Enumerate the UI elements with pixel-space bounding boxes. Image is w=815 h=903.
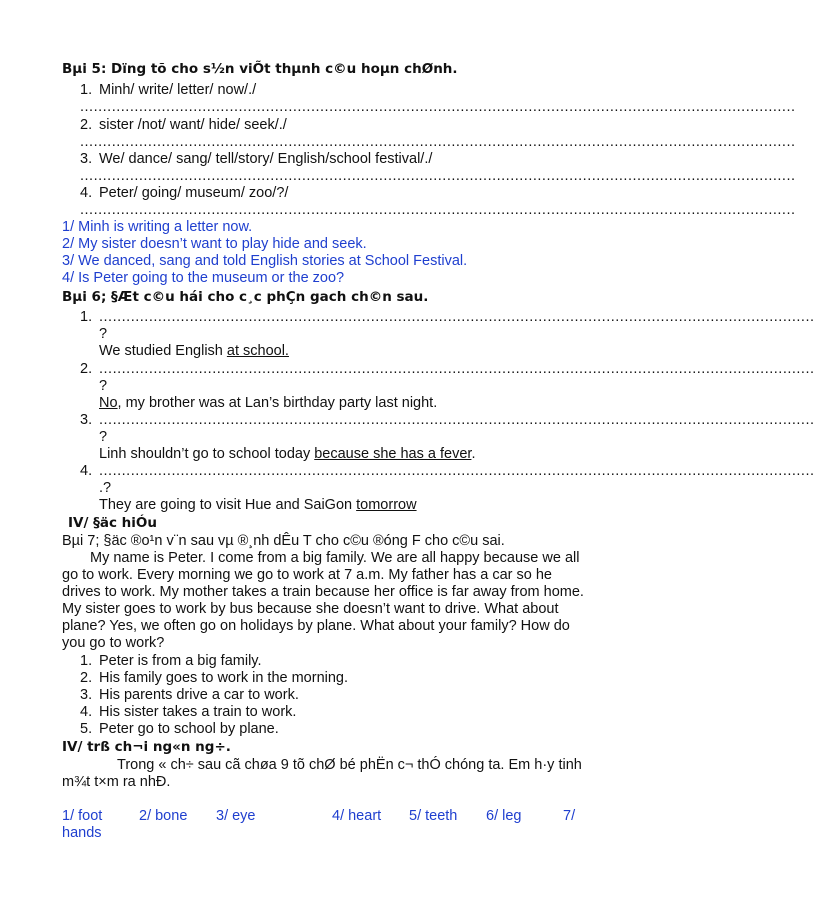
list-item-number: 5. xyxy=(80,721,93,737)
list-item: No, my brother was at Lan’s birthday party last night. xyxy=(99,395,438,411)
list-item: They are going to visit Hue and SaiGon tomorrow xyxy=(99,497,417,513)
answer-text: 3/ eye xyxy=(216,808,256,824)
list-item-number: 1. xyxy=(80,309,93,325)
list-item-number: 2. xyxy=(80,670,93,686)
answer-text: 2/ bone xyxy=(139,808,188,824)
list-item-number: 3. xyxy=(80,412,93,428)
answer-line: .............................................................................................................................................................. xyxy=(99,463,815,479)
answer-line: .............................................................................................................................................................. xyxy=(80,134,796,150)
reading-heading: IV/ §äc hiÓu xyxy=(68,515,157,531)
answer-text: 1/ foot xyxy=(62,808,103,824)
list-item: Linh shouldn’t go to school today because she has a fever. xyxy=(99,446,476,462)
answer-line: .............................................................................................................................................................. xyxy=(99,361,815,377)
list-item-number: 2. xyxy=(80,117,93,133)
answer-text: 5/ teeth xyxy=(409,808,458,824)
underlined-phrase: at school. xyxy=(226,343,289,359)
list-item: Peter/ going/ museum/ zoo/?/ xyxy=(99,185,289,201)
underlined-phrase: No xyxy=(99,395,118,411)
list-item: His family goes to work in the morning. xyxy=(99,670,349,686)
list-item: Peter go to school by plane. xyxy=(99,721,279,737)
reading-instruction: Bµi 7; §äc ®o¹n v¨n sau vµ ®¸nh dÊu T cho c©u ®óng F cho c©u sai. xyxy=(62,533,505,549)
passage-line: My sister goes to work by bus because she doesn’t want to drive. What about xyxy=(62,601,559,617)
list-item-number: 2. xyxy=(80,361,93,377)
answer-text: 4/ heart xyxy=(332,808,382,824)
answer-text: 6/ leg xyxy=(486,808,522,824)
passage-line: My name is Peter. I come from a big family. We are all happy because we all xyxy=(90,550,580,566)
answer-text: hands xyxy=(62,825,102,841)
answer-line: .............................................................................................................................................................. xyxy=(80,99,796,115)
passage-line: drives to work. My mother takes a train because her office is far away from home. xyxy=(62,584,584,600)
passage-line: plane? Yes, we often go on holidays by plane. What about your family? How do xyxy=(62,618,570,634)
answer-text: 7/ xyxy=(563,808,576,824)
question-mark: ? xyxy=(99,378,108,394)
list-item: We/ dance/ sang/ tell/story/ English/school festival/./ xyxy=(99,151,433,167)
list-item: His parents drive a car to work. xyxy=(99,687,299,703)
word-game-instruction: m¾t t×m ra nhÐ. xyxy=(62,774,171,790)
question-mark: ? xyxy=(99,326,108,342)
underlined-phrase: tomorrow xyxy=(356,497,417,513)
passage-line: go to work. Every morning we go to work at 7 a.m. My father has a car so he xyxy=(62,567,552,583)
exercise-6-title: Bµi 6; §Æt c©u hái cho c¸c phÇn gach ch©n sau. xyxy=(62,289,429,305)
answer-line: .............................................................................................................................................................. xyxy=(99,309,815,325)
list-item-number: 3. xyxy=(80,151,93,167)
answer-text: 4/ Is Peter going to the museum or the zoo? xyxy=(62,270,345,286)
list-item-number: 4. xyxy=(80,704,93,720)
list-item-number: 4. xyxy=(80,463,93,479)
question-mark: ? xyxy=(99,429,108,445)
list-item-number: 1. xyxy=(80,653,93,669)
passage-line: you go to work? xyxy=(62,635,165,651)
list-item-number: 1. xyxy=(80,82,93,98)
list-item: His sister takes a train to work. xyxy=(99,704,297,720)
answer-line: .............................................................................................................................................................. xyxy=(80,168,796,184)
underlined-phrase: because she has a fever xyxy=(314,446,472,462)
exercise-5-title: Bµi 5: Dïng tõ cho s½n viÕt thµnh c©u hoµn chØnh. xyxy=(62,61,458,77)
answer-line: .............................................................................................................................................................. xyxy=(99,412,815,428)
answer-text: 3/ We danced, sang and told English stories at School Festival. xyxy=(62,253,468,269)
answer-text: 1/ Minh is writing a letter now. xyxy=(62,219,253,235)
list-item: Minh/ write/ letter/ now/./ xyxy=(99,82,257,98)
answer-text: 2/ My sister doesn’t want to play hide and seek. xyxy=(62,236,367,252)
answer-line: .............................................................................................................................................................. xyxy=(80,202,796,218)
list-item-number: 4. xyxy=(80,185,93,201)
list-item: We studied English at school. xyxy=(99,343,289,359)
question-mark: .? xyxy=(99,480,112,496)
list-item: sister /not/ want/ hide/ seek/./ xyxy=(99,117,287,133)
word-game-instruction: Trong « ch÷ sau cã chøa 9 tõ chØ bé phËn c¬ thÓ chóng ta. Em h·y tinh xyxy=(117,757,582,773)
list-item: Peter is from a big family. xyxy=(99,653,262,669)
word-game-heading: IV/ trß ch¬i ng«n ng÷. xyxy=(62,739,231,755)
list-item-number: 3. xyxy=(80,687,93,703)
